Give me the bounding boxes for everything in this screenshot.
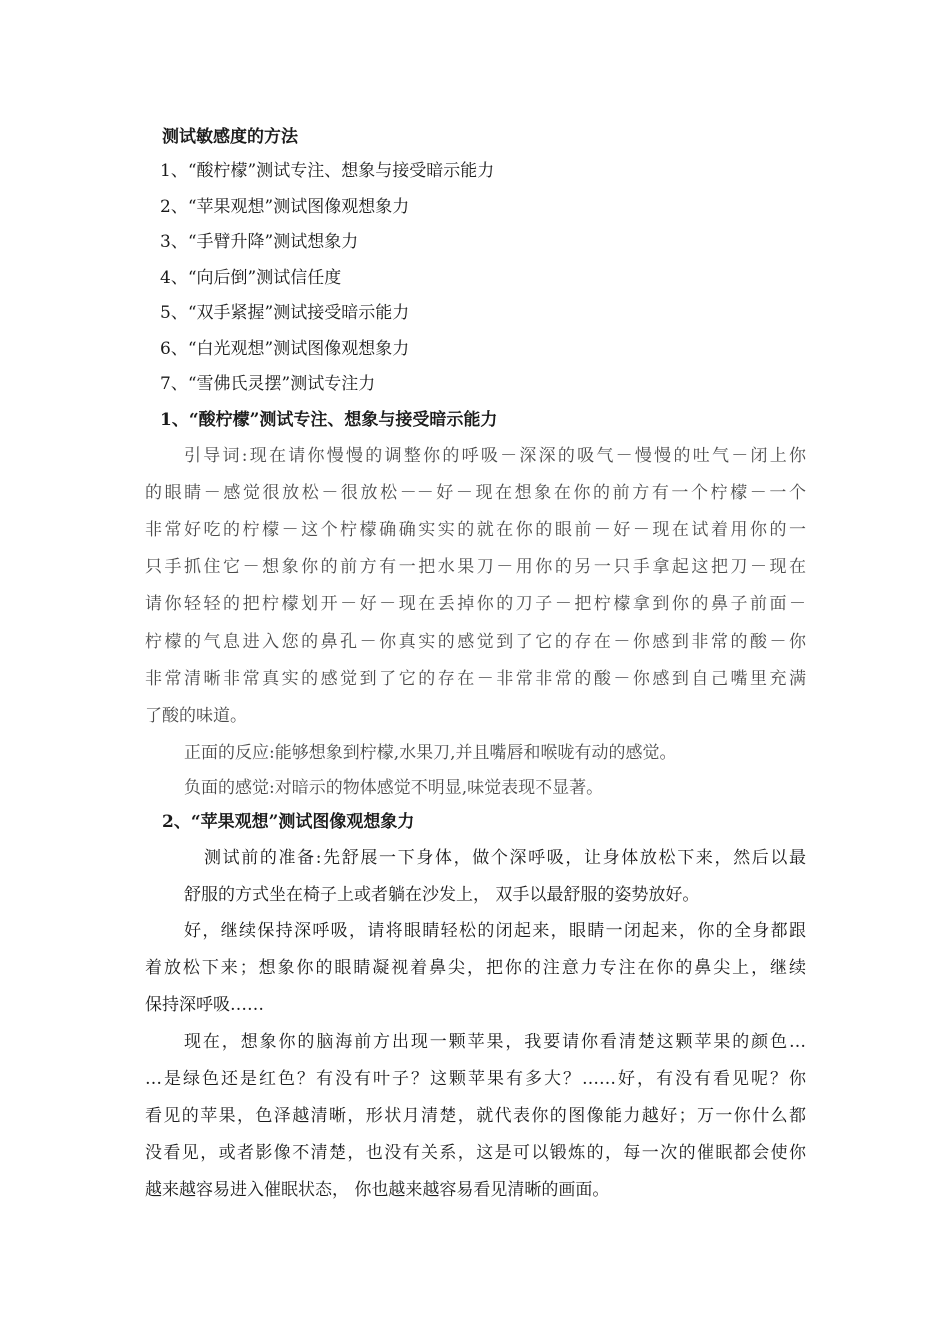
body-line: 没看见，或者影像不清楚，也没有关系，这是可以锻炼的，每一次的催眠都会使你: [145, 1143, 806, 1163]
toc-item: 3、“手臂升降”测试想象力: [160, 232, 359, 252]
guide-line: 引导词:现在请你慢慢的调整你的呼吸－深深的吸气－慢慢的吐气－闭上你: [184, 446, 806, 466]
guide-line: 非常清晰非常真实的感觉到了它的存在－非常非常的酸－你感到自己嘴里充满: [145, 669, 806, 689]
guide-line: 请你轻轻的把柠檬划开－好－现在丢掉你的刀子－把柠檬拿到你的鼻子前面－: [145, 594, 806, 614]
document-heading: 测试敏感度的方法: [162, 127, 298, 147]
toc-item: 1、“酸柠檬”测试专注、想象与接受暗示能力: [160, 161, 495, 181]
body-line: 越来越容易进入催眠状态， 你也越来越容易看见清晰的画面。: [145, 1180, 610, 1200]
body-line: 现在，想象你的脑海前方出现一颗苹果，我要请你看清楚这颗苹果的颜色…: [184, 1032, 806, 1052]
negative-reaction: 负面的感觉:对暗示的物体感觉不明显,味觉表现不显著。: [184, 778, 604, 798]
body-line: 好，继续保持深呼吸，请将眼睛轻松的闭起来，眼睛一闭起来，你的全身都跟: [184, 921, 806, 941]
body-line: 保持深呼吸……: [145, 995, 264, 1015]
guide-line: 了酸的味道。: [145, 706, 247, 726]
section2-title: 2、“苹果观想”测试图像观想象力: [162, 812, 415, 832]
guide-line: 只手抓住它－想象你的前方有一把水果刀－用你的另一只手拿起这把刀－现在: [145, 557, 806, 577]
guide-line: 的眼睛－感觉很放松－很放松－－好－现在想象在你的前方有一个柠檬－一个: [145, 483, 806, 503]
body-line: 着放松下来；想象你的眼睛凝视着鼻尖，把你的注意力专注在你的鼻尖上，继续: [145, 958, 806, 978]
toc-item: 6、“白光观想”测试图像观想象力: [160, 339, 410, 359]
toc-item: 4、“向后倒”测试信任度: [160, 268, 342, 288]
body-line: …是绿色还是红色？有没有叶子？这颗苹果有多大？……好，有没有看见呢？你: [145, 1069, 806, 1089]
guide-line: 非常好吃的柠檬－这个柠檬确确实实的就在你的眼前－好－现在试着用你的一: [145, 520, 806, 540]
toc-item: 7、“雪佛氏灵摆”测试专注力: [160, 374, 376, 394]
toc-item: 2、“苹果观想”测试图像观想象力: [160, 197, 410, 217]
toc-item: 5、“双手紧握”测试接受暗示能力: [160, 303, 410, 323]
prep-line: 测试前的准备:先舒展一下身体，做个深呼吸，让身体放松下来，然后以最: [204, 848, 806, 868]
body-line: 看见的苹果，色泽越清晰，形状月清楚，就代表你的图像能力越好；万一你什么都: [145, 1106, 806, 1126]
guide-line: 柠檬的气息进入您的鼻孔－你真实的感觉到了它的存在－你感到非常的酸－你: [145, 632, 806, 652]
section1-title: 1、“酸柠檬”测试专注、想象与接受暗示能力: [160, 410, 498, 430]
prep-line: 舒服的方式坐在椅子上或者躺在沙发上， 双手以最舒服的姿势放好。: [184, 885, 700, 905]
positive-reaction: 正面的反应:能够想象到柠檬,水果刀,并且嘴唇和喉咙有动的感觉。: [184, 743, 677, 763]
